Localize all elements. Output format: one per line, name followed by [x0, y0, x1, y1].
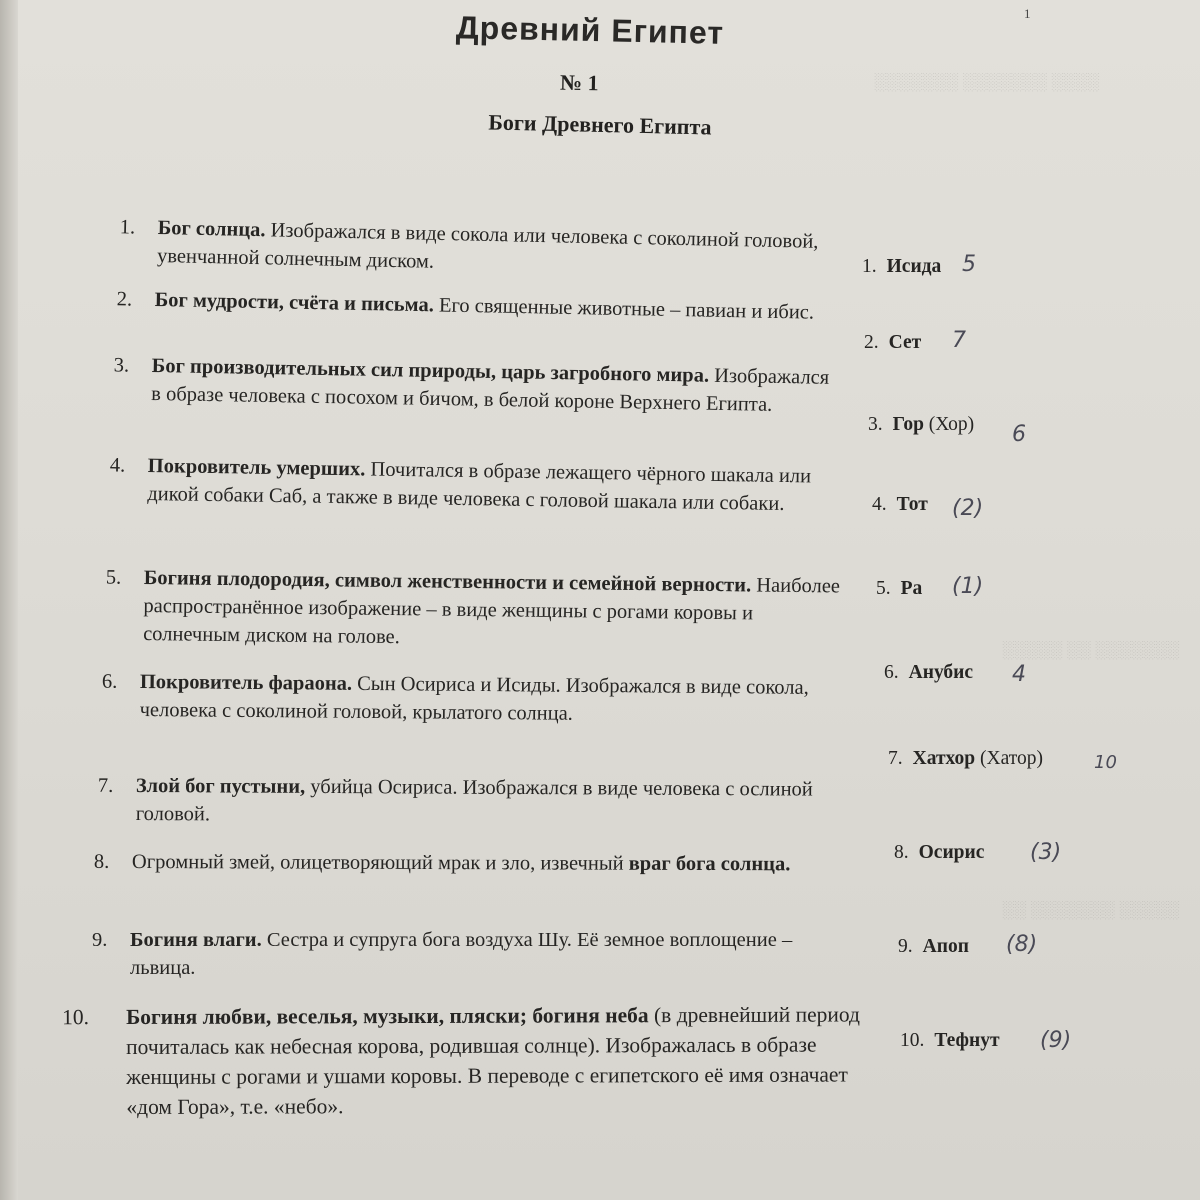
bleed-through-text: ░░░░ ░░░░░░░ ░░░░░░░ — [874, 72, 1100, 91]
description-item — [116, 286, 834, 327]
document-title: Древний Египет — [455, 9, 725, 51]
item-text: Сестра и супруга бога воздуха Шу. Её земное воплощение – львица. — [130, 929, 793, 979]
description-item — [93, 848, 854, 879]
bleed-through-text: ░░░░░ ░░░░░░░ ░░ — [1002, 900, 1180, 919]
answer-item — [876, 578, 922, 600]
description-item — [97, 772, 854, 832]
answer-item — [894, 842, 984, 864]
page-number: 1 — [1024, 6, 1031, 21]
answer-item: 3. Гор (Хор) — [868, 414, 975, 435]
item-bold: Богиня влаги. — [130, 929, 262, 951]
item-bold: Злой бог пустыни, — [135, 774, 306, 798]
item-number: 5. — [105, 566, 122, 589]
answer-number: 5. — [876, 578, 891, 599]
item-text: Его священные животные – павиан и ибис. — [433, 294, 815, 324]
handwritten-answer: 7 — [952, 328, 966, 353]
answer-name: Хатхор — [912, 748, 976, 769]
handwritten-answer: 5 — [962, 252, 976, 277]
answer-item — [900, 1030, 1000, 1052]
handwritten-answer: 10 — [1094, 752, 1117, 773]
item-number: 8. — [93, 850, 110, 873]
description-item — [109, 452, 840, 519]
item-number: 4. — [109, 454, 126, 477]
answer-name: Осирис — [918, 842, 985, 863]
handwritten-answer: (1) — [952, 574, 984, 599]
item-text: (в древнейший период почиталась как небесная корова, родившая солнце). Изображалась в образе женщины с рогами и ушами коровы. В переводе с египетского её имя означает «дом Гора», т.е. «небо». — [126, 1002, 860, 1119]
item-number: 7. — [97, 774, 114, 797]
answer-name: Тот — [896, 494, 928, 515]
item-number: 2. — [116, 288, 133, 311]
handwritten-answer: 6 — [1012, 422, 1026, 447]
description-item — [101, 668, 848, 730]
answer-item — [862, 256, 941, 278]
answer-number: 10. — [900, 1030, 925, 1051]
answer-item — [898, 936, 969, 958]
item-bold: враг бога солнца. — [628, 852, 791, 876]
answer-item — [884, 662, 973, 684]
item-number: 1. — [119, 216, 136, 239]
handwritten-answer: 4 — [1012, 662, 1026, 687]
item-number: 10. — [62, 1005, 89, 1030]
item-bold: Покровитель фараона. — [139, 670, 353, 695]
item-number: 3. — [113, 354, 130, 377]
answer-name: Исида — [886, 256, 942, 277]
answer-number: 3. — [868, 414, 883, 435]
description-item — [62, 999, 862, 1122]
item-text: Изображался в образе человека с посохом и бичом, в белой короне Верхнего Египта. — [151, 364, 830, 416]
section-title: Боги Древнего Египта — [488, 109, 712, 140]
answer-item — [872, 494, 928, 516]
answer-number: 1. — [862, 256, 877, 277]
answer-name: Тефнут — [934, 1030, 1000, 1051]
item-text: Сын Осириса и Исиды. Изображался в виде сокола, человека с соколиной головой, крылатого солнца. — [139, 672, 809, 725]
item-text: Почитался в образе лежащего чёрного шакала или дикой собаки Саб, а также в виде человека с головой шакала или собаки. — [147, 458, 812, 516]
section-number: № 1 — [559, 69, 599, 96]
item-bold: Богиня любви, веселья, музыки, пляски; богиня неба — [126, 1003, 649, 1029]
item-number: 9. — [92, 929, 108, 951]
item-bold: Богиня плодородия, символ женственности и семейной верности. — [143, 566, 752, 597]
answer-number: 7. — [888, 748, 903, 769]
handwritten-answer: (2) — [952, 496, 984, 521]
item-bold: Покровитель умерших. — [147, 454, 366, 481]
item-bold: Бог мудрости, счёта и письма. — [154, 288, 435, 317]
item-text: убийца Осириса. Изображался в виде человека с ослиной головой. — [135, 775, 813, 826]
answer-item: 7. Хатхор (Хатор) — [888, 748, 1044, 769]
item-text: Наиболее распространённое изображение – в виде женщины с рогами коровы и солнечным диском на голове. — [143, 574, 841, 649]
item-bold: Бог производительных сил природы, царь загробного мира. — [151, 354, 710, 387]
item-text: Огромный змей, олицетворяющий мрак и зло, извечный — [131, 851, 629, 875]
handwritten-answer: (3) — [1030, 840, 1062, 865]
answer-name: Ра — [900, 578, 923, 599]
item-number: 6. — [101, 670, 118, 693]
answer-name: Апоп — [922, 936, 969, 957]
description-item — [105, 564, 844, 657]
answer-name: Гор — [892, 414, 924, 435]
description-item — [119, 214, 838, 284]
page-edge-shadow — [0, 0, 18, 1200]
answer-name: Анубис — [908, 662, 974, 683]
answer-name: Сет — [888, 332, 922, 353]
answer-number: 9. — [898, 936, 913, 957]
description-item — [113, 352, 837, 420]
answer-number: 4. — [872, 494, 887, 515]
bleed-through-text: ░░░░░░░ ░░ ░░░░░ — [1002, 640, 1180, 659]
handwritten-answer: (8) — [1006, 932, 1038, 957]
item-bold: Бог солнца. — [157, 216, 266, 242]
answer-item — [864, 332, 921, 354]
item-text: Изображался в виде сокола или человека с соколиной головой, увенчанной солнечным диском. — [156, 219, 819, 273]
answer-number: 8. — [894, 842, 909, 863]
handwritten-answer: (9) — [1040, 1028, 1072, 1053]
answer-number: 2. — [864, 332, 879, 353]
answer-number: 6. — [884, 662, 899, 683]
description-item — [92, 926, 860, 982]
